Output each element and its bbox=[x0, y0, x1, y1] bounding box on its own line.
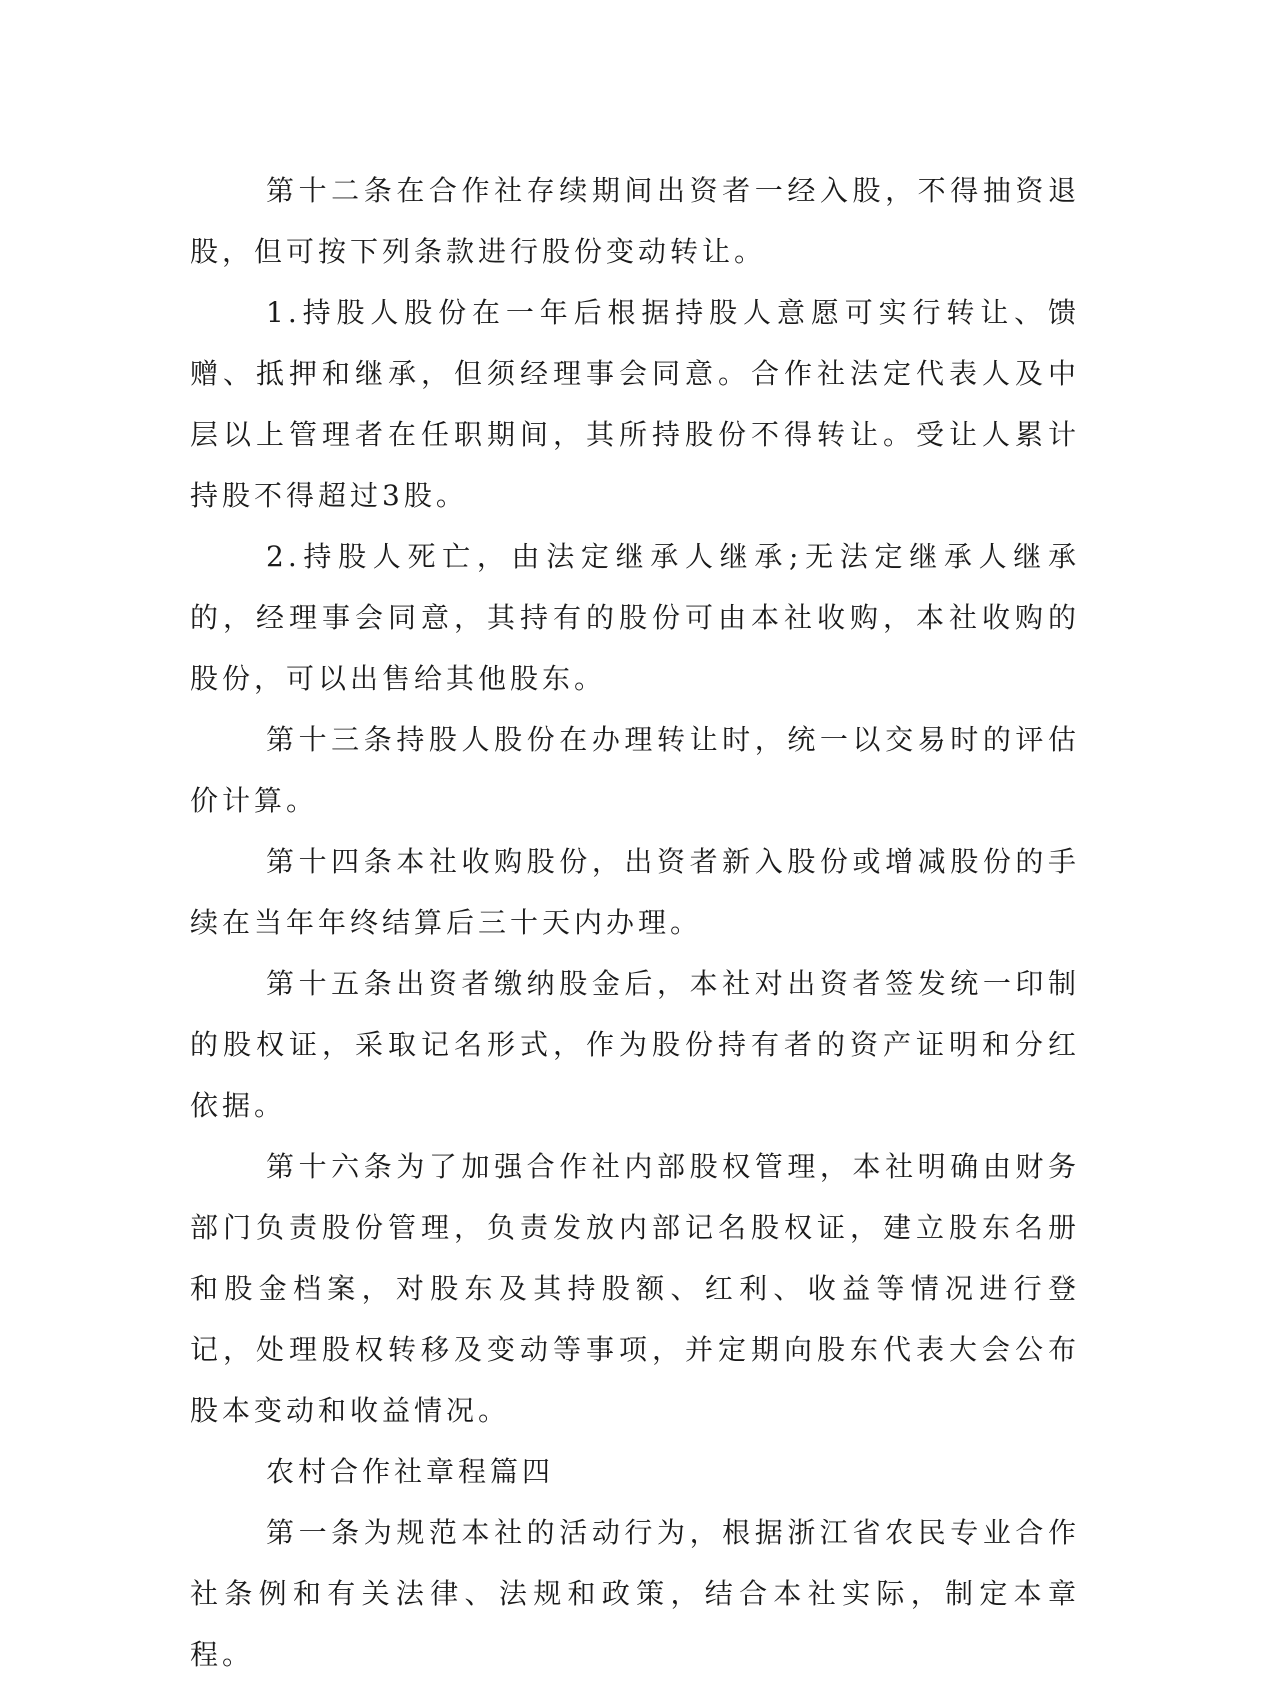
section-heading: 农村合作社章程篇四 bbox=[266, 1455, 555, 1488]
paragraph-article-16: 第十六条为了加强合作社内部股权管理，本社明确由财务部门负责股份管理，负责发放内部记名股权证，建立股东名册和股金档案，对股东及其持股额、红利、收益等情况进行登记，处理股权转移及变动等事项，并定期向股东代表大会公布股本变动和收益情况。 bbox=[190, 1150, 1080, 1427]
paragraph-article-14: 第十四条本社收购股份，出资者新入股份或增减股份的手续在当年年终结算后三十天内办理。 bbox=[190, 845, 1080, 939]
paragraph-article-1: 第一条为规范本社的活动行为，根据浙江省农民专业合作社条例和有关法律、法规和政策，结合本社实际，制定本章程。 bbox=[190, 1516, 1080, 1671]
paragraph-article-12: 第十二条在合作社存续期间出资者一经入股，不得抽资退股，但可按下列条款进行股份变动转让。 bbox=[190, 174, 1080, 268]
paragraph-article-15: 第十五条出资者缴纳股金后，本社对出资者签发统一印制的股权证，采取记名形式，作为股份持有者的资产证明和分红依据。 bbox=[190, 967, 1080, 1122]
paragraph-clause-1: 1.持股人股份在一年后根据持股人意愿可实行转让、馈赠、抵押和继承，但须经理事会同意。合作社法定代表人及中层以上管理者在任职期间，其所持股份不得转让。受让人累计持股不得超过3股。 bbox=[190, 296, 1080, 512]
paragraph-clause-2: 2.持股人死亡，由法定继承人继承;无法定继承人继承的，经理事会同意，其持有的股份可由本社收购，本社收购的股份，可以出售给其他股东。 bbox=[190, 540, 1080, 695]
document-body bbox=[190, 160, 1080, 1685]
paragraph-article-13: 第十三条持股人股份在办理转让时，统一以交易时的评估价计算。 bbox=[190, 723, 1080, 817]
